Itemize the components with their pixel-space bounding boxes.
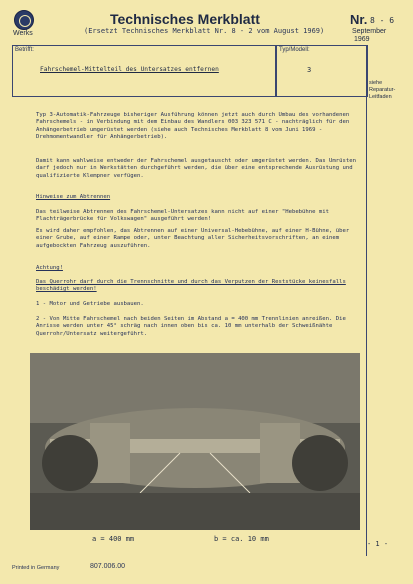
document-number: 807.006.00 — [90, 563, 126, 570]
paragraph-5: Das Querrohr darf durch die Trennschnitte und durch das Verputzen der Reststücke keinesfalls beschädigt werden! — [36, 279, 346, 293]
photo-illustration — [30, 353, 360, 530]
paragraph-3: Das teilweise Abtrennen des Fahrschemel-Untersatzes kann nicht auf einer "Hebebühne mit Flachträgerbrücke für Volkswagen" ausgeführt werden! — [36, 209, 329, 223]
month-label: September — [352, 28, 387, 35]
typ-label: Typ/Modell: — [279, 47, 310, 53]
caption-b: b = ca. 10 mm — [214, 535, 269, 543]
paragraph-2: Damit kann wahlweise entweder der Fahrschemel ausgetauscht oder umgerüstet werden. Das Umrüsten darf jedoch nur in Werkstätten durchgeführt werden, die über eine entsprechende Ausrüstung und qualifizierte Klempner verfügen. — [36, 158, 356, 179]
step-2: 2 - Von Mitte Fahrschemel nach beiden Seiten im Abstand a = 400 mm Trennlinien anreißen. Die Anrisse werden unter 45° schräg nach innen oben bis ca. 10 mm unterhalb der Schweißnähte Querrohr/Untersatz weitergeführt. — [36, 316, 346, 337]
paragraph-1: Typ 3-Automatik-Fahrzeuge bisheriger Ausführung können jetzt auch durch Umbau des vorhandenen Fahrschemels - in Verbindung mit dem Einbau des Wandlers 003 323 571 C - nachträglich für den Anhängerbetrieb umgerüstet werden (siehe auch Technisches Merkblatt 8 vom Juni 1969 - Drehmomentwandler für Anhängerbetrieb). — [36, 112, 350, 141]
year-label: 1969 — [354, 36, 370, 43]
right-rule — [366, 46, 367, 556]
brand-label: Werks — [13, 30, 33, 37]
number-value: 8 - 6 — [370, 16, 395, 25]
typ-value: 3 — [307, 66, 312, 74]
vw-logo-icon — [14, 10, 34, 30]
heading-achtung: Achtung! — [36, 265, 63, 271]
caption-a: a = 400 mm — [92, 535, 135, 543]
chassis-photo — [30, 353, 360, 530]
heading-hinweise: Hinweise zum Abtrennen — [36, 194, 111, 200]
step-1: 1 - Motor und Getriebe ausbauen. — [36, 301, 144, 307]
betrifft-value: Fahrschemel-Mittelteil des Untersatzes entfernen — [40, 66, 219, 73]
page-subtitle: (Ersetzt Technisches Merkblatt Nr. 8 - 2 vom August 1969) — [84, 27, 325, 35]
printed-in-label: Printed in Germany — [12, 565, 60, 571]
page-number: - 1 - — [367, 540, 389, 548]
paragraph-4: Es wird daher empfohlen, das Abtrennen auf einer Universal-Hebebühne, auf einer H-Bühne, über einer Grube, auf einer Rampe oder, unter Beachtung aller Sicherheitsvorschriften, an einem aufgebockten Fahrzeug auszuführen. — [36, 228, 350, 249]
page-title: Technisches Merkblatt — [110, 11, 260, 27]
sidebar-note: siehe Reparatur- Leitfaden — [369, 80, 396, 100]
number-label: Nr. — [350, 12, 368, 27]
betrifft-label: Betrifft: — [15, 47, 34, 53]
